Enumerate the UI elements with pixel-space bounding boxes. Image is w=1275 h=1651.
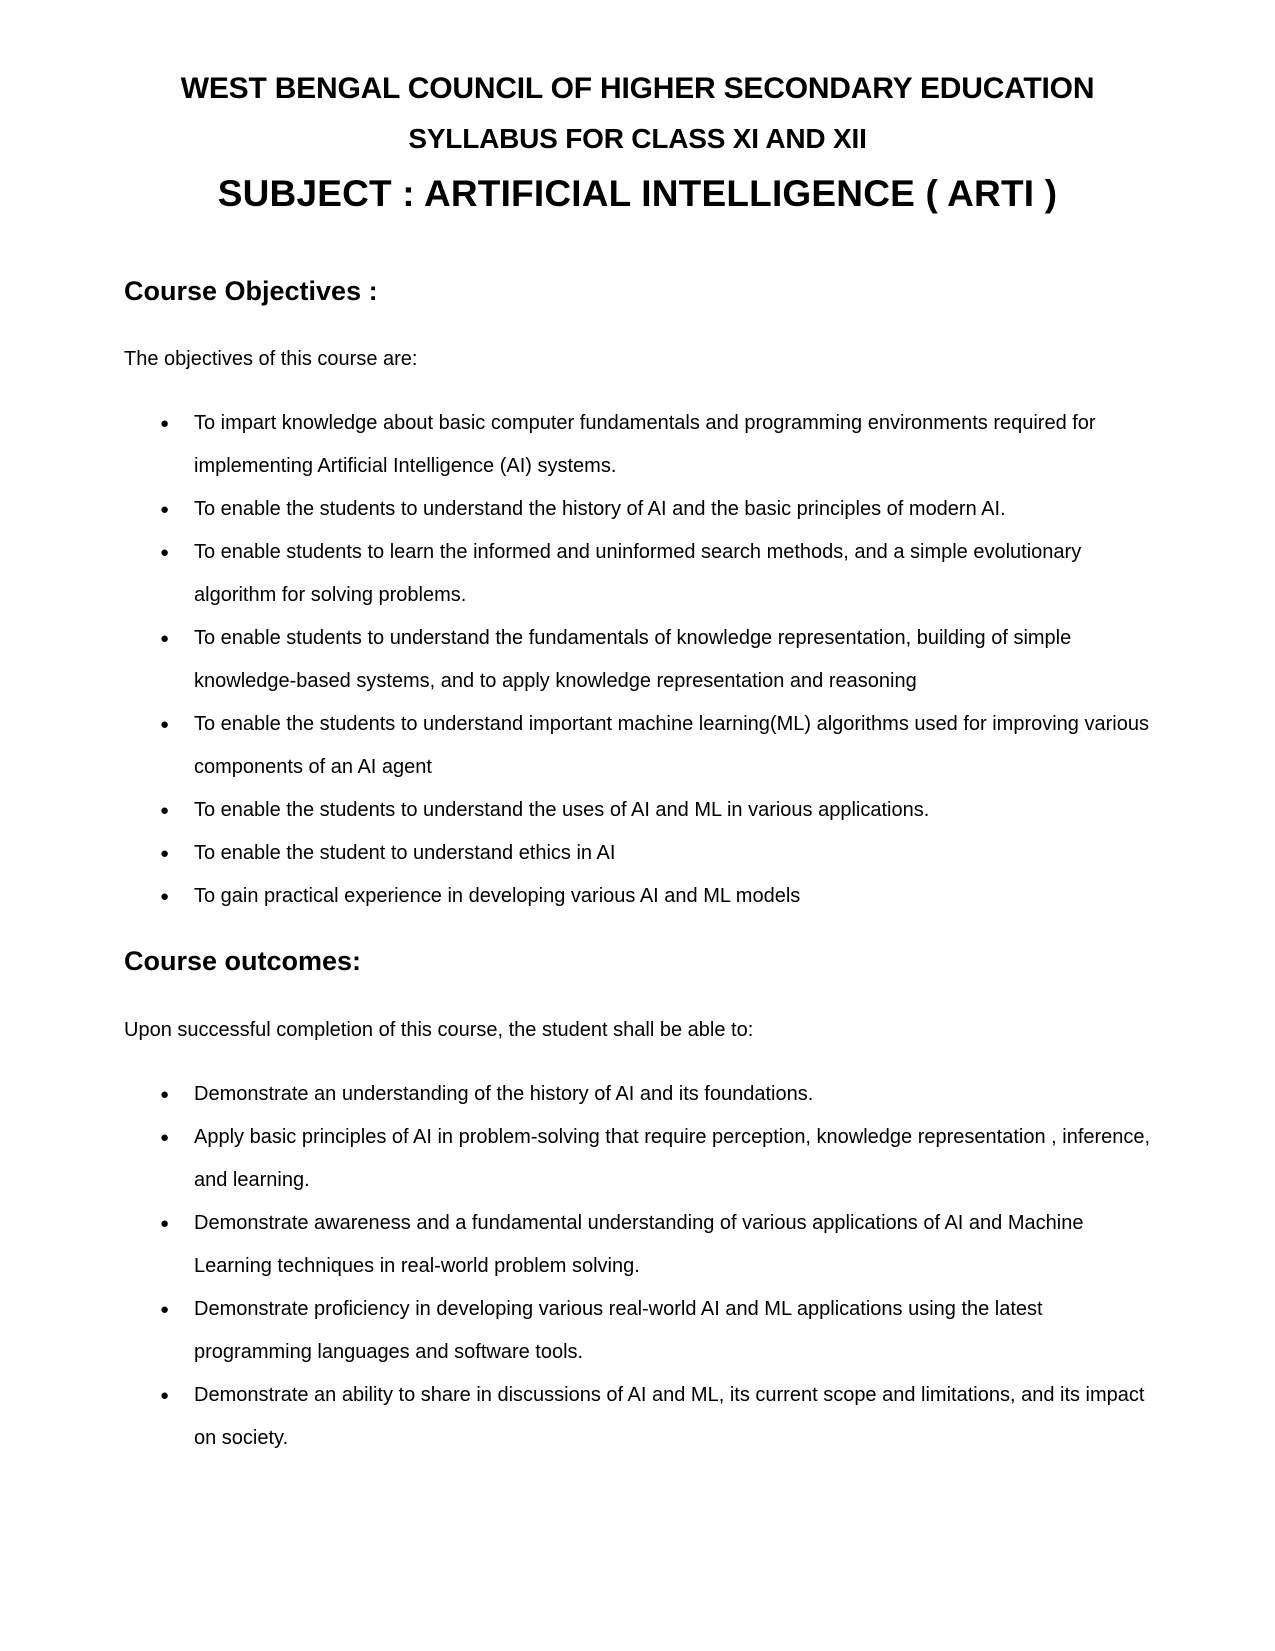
objective-text: To enable the students to understand important machine learning(ML) algorithms used for improving various components of an AI agent xyxy=(194,713,1149,778)
outcomes-list xyxy=(0,1073,1275,1460)
bullet-icon: ● xyxy=(160,716,170,733)
objective-text: To enable the student to understand ethics in AI xyxy=(194,842,616,864)
outcome-text: Demonstrate an understanding of the history of AI and its foundations. xyxy=(194,1083,814,1105)
bullet-icon: ● xyxy=(160,1387,170,1404)
outcome-item xyxy=(0,1073,1154,1116)
outcome-item xyxy=(0,1202,1154,1288)
bullet-icon: ● xyxy=(160,501,170,518)
objective-item xyxy=(0,789,1154,832)
objective-text: To enable the students to understand the uses of AI and ML in various applications. xyxy=(194,799,930,821)
outcome-item xyxy=(0,1288,1154,1374)
objective-text: To enable students to learn the informed and uninformed search methods, and a simple evolutionary algorithm for solving problems. xyxy=(194,541,1082,606)
bullet-icon: ● xyxy=(160,1215,170,1232)
bullet-icon: ● xyxy=(160,415,170,432)
objective-item xyxy=(0,488,1154,531)
outcome-text: Demonstrate proficiency in developing various real-world AI and ML applications using the latest programming languages and software tools. xyxy=(194,1298,1043,1363)
bullet-icon: ● xyxy=(160,544,170,561)
council-heading: WEST BENGAL COUNCIL OF HIGHER SECONDARY EDUCATION xyxy=(180,72,1095,105)
syllabus-heading: SYLLABUS FOR CLASS XI AND XII xyxy=(408,123,867,154)
objective-text: To enable students to understand the fundamentals of knowledge representation, building of simple knowledge-based systems, and to apply knowledge representation and reasoning xyxy=(194,627,1072,692)
outcomes-title: Course outcomes: xyxy=(124,946,362,976)
objective-item xyxy=(0,832,1154,875)
outcome-item xyxy=(0,1116,1154,1202)
objective-item xyxy=(0,531,1154,617)
objective-item xyxy=(0,703,1154,789)
objective-item xyxy=(0,402,1154,488)
objectives-intro: The objectives of this course are: xyxy=(124,348,418,370)
objective-item xyxy=(0,617,1154,703)
objective-text: To gain practical experience in developing various AI and ML models xyxy=(194,885,801,907)
subject-heading: SUBJECT : ARTIFICIAL INTELLIGENCE ( ARTI ) xyxy=(217,173,1058,214)
objective-item xyxy=(0,875,1154,918)
outcome-item xyxy=(0,1374,1154,1460)
bullet-icon: ● xyxy=(160,1301,170,1318)
bullet-icon: ● xyxy=(160,845,170,862)
bullet-icon: ● xyxy=(160,1086,170,1103)
bullet-icon: ● xyxy=(160,1129,170,1146)
bullet-icon: ● xyxy=(160,888,170,905)
outcomes-intro: Upon successful completion of this course, the student shall be able to: xyxy=(124,1019,754,1041)
objective-text: To impart knowledge about basic computer fundamentals and programming environments required for implementing Artificial Intelligence (AI) systems. xyxy=(194,412,1096,477)
objectives-title: Course Objectives : xyxy=(124,276,378,306)
outcome-text: Apply basic principles of AI in problem-solving that require perception, knowledge representation , inference, and learning. xyxy=(194,1126,1151,1191)
objectives-list xyxy=(0,402,1275,918)
bullet-icon: ● xyxy=(160,802,170,819)
objective-text: To enable the students to understand the history of AI and the basic principles of modern AI. xyxy=(194,498,1006,520)
outcome-text: Demonstrate an ability to share in discussions of AI and ML, its current scope and limitations, and its impact on society. xyxy=(194,1384,1145,1449)
bullet-icon: ● xyxy=(160,630,170,647)
outcome-text: Demonstrate awareness and a fundamental understanding of various applications of AI and Machine Learning techniques in real-world problem solving. xyxy=(194,1212,1084,1277)
